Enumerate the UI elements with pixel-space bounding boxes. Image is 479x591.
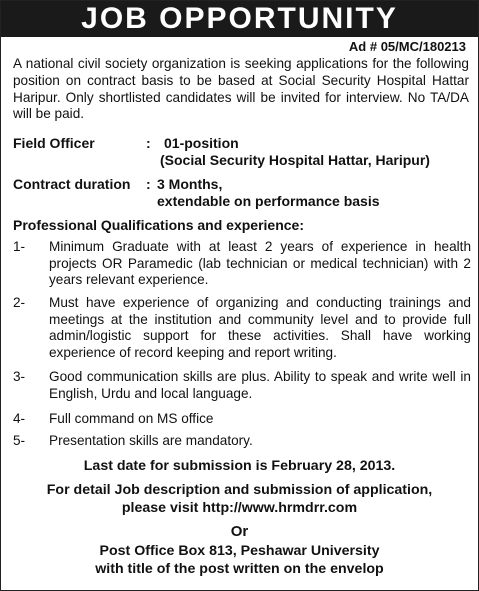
qualification-text: Good communication skills are plus. Ability to speak and write well in English, Urdu and local language. (49, 369, 471, 401)
qualification-text: Minimum Graduate with at least 2 years of experience in health projects OR Paramedic (lab technician or medical technician) with 2 years relevant experience. (49, 239, 471, 288)
qualification-item (13, 369, 471, 403)
qualification-text: Presentation skills are mandatory. (49, 433, 253, 448)
ad-title-banner: JOB OPPORTUNITY (1, 1, 478, 37)
details-line-2: please visit http://www.hrmdrr.com (121, 500, 358, 516)
contract-label: Contract duration (13, 176, 131, 192)
position-colon: : (146, 135, 151, 151)
qualification-item (13, 239, 471, 289)
contract-colon: : (146, 176, 151, 192)
qualification-text: Must have experience of organizing and conducting trainings and meetings at the institution and community level and to provide full admin/logistic support for these activities. Shall have working experience of record keeping and report writing. (49, 295, 471, 360)
qualification-item (13, 411, 471, 428)
position-label: Field Officer (13, 135, 95, 151)
qualification-number: 2- (13, 295, 26, 310)
qualification-item (13, 295, 471, 363)
details-line-1: For detail Job description and submission of application, (46, 482, 433, 498)
or-separator: Or (230, 523, 249, 540)
position-count: 01-position (164, 135, 239, 151)
postal-line-2: with title of the post written on the envelop (95, 561, 384, 577)
qualification-number: 1- (13, 239, 26, 254)
postal-line-1: Post Office Box 813, Peshawar University (99, 543, 380, 559)
qualification-item (13, 433, 471, 450)
qualification-text: Full command on MS office (49, 411, 214, 426)
qualification-number: 4- (13, 411, 26, 426)
position-block (13, 135, 473, 171)
contract-duration: 3 Months, (157, 176, 223, 192)
intro-paragraph: A national civil society organization is seeking applications for the following position on contract basis to be based at Social Security Hospital Hattar Haripur. Only shortlisted candidates will be invited for interview. No TA/DA will be paid. (13, 56, 469, 122)
contract-note: extendable on performance basis (157, 193, 380, 209)
qualifications-heading: Professional Qualifications and experience: (13, 217, 304, 233)
qualification-number: 3- (13, 369, 26, 384)
qualification-number: 5- (13, 433, 26, 448)
deadline: Last date for submission is February 28, 2013. (83, 458, 396, 474)
position-location: (Social Security Hospital Hattar, Haripur) (160, 152, 430, 168)
contract-block (13, 176, 473, 212)
ad-number: Ad # 05/MC/180213 (348, 39, 466, 54)
